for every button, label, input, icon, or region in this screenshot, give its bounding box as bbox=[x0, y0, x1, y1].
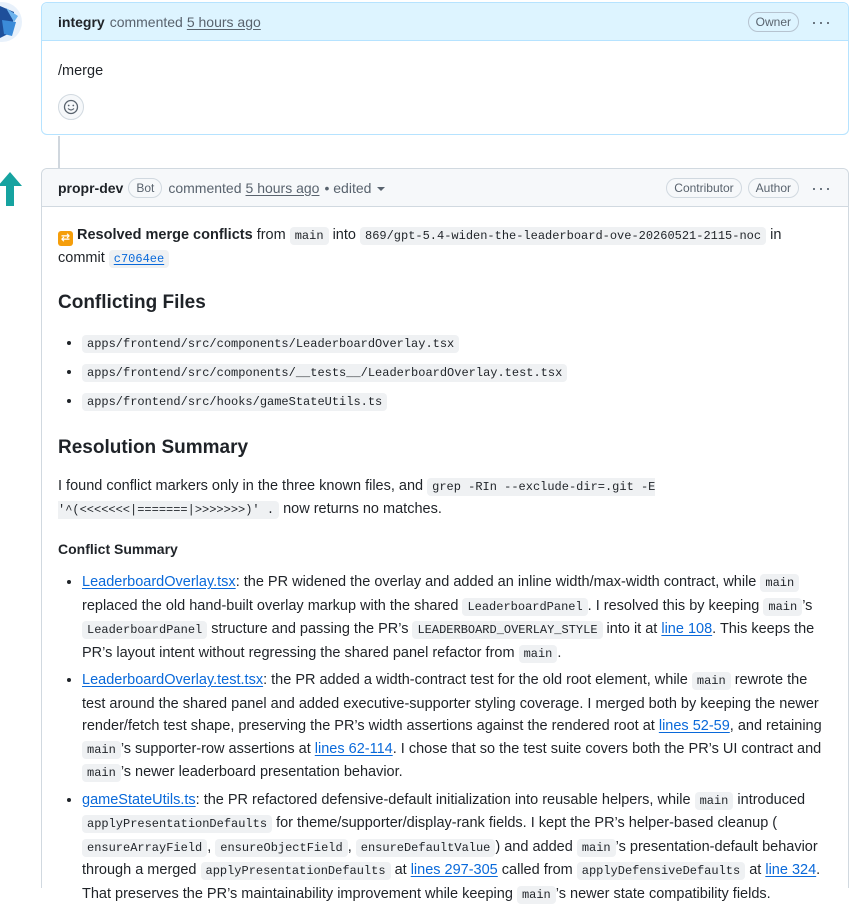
code-leaderboard-panel: LeaderboardPanel bbox=[82, 621, 207, 639]
item-text: , and retaining bbox=[730, 718, 822, 734]
resolution-summary-heading: Resolution Summary bbox=[58, 437, 832, 459]
more-options-icon[interactable]: ··· bbox=[811, 179, 832, 197]
merge-intro bbox=[58, 224, 832, 270]
item-text: : the PR added a width-contract test for the old root element, while bbox=[263, 672, 688, 688]
source-branch: main bbox=[290, 227, 329, 245]
commit-sha-link[interactable]: c7064ee bbox=[109, 250, 169, 268]
code-overlay-style: LEADERBOARD_OVERLAY_STYLE bbox=[412, 621, 602, 639]
item-text: replaced the old hand-built overlay markup with the shared bbox=[82, 598, 458, 614]
chevron-down-icon bbox=[377, 187, 385, 191]
more-options-icon[interactable]: ··· bbox=[811, 13, 832, 31]
target-branch: 869/gpt-5.4-widen-the-leaderboard-ove-20260521-2115-noc bbox=[360, 227, 766, 245]
file-path: apps/frontend/src/hooks/gameStateUtils.ts bbox=[82, 393, 387, 411]
conflicting-files-list bbox=[58, 329, 832, 415]
code-main: main bbox=[760, 574, 799, 592]
list-item bbox=[82, 669, 832, 785]
avatar-propr-dev[interactable] bbox=[0, 168, 24, 208]
comment-body: /merge bbox=[58, 60, 832, 82]
file-link-overlay[interactable]: LeaderboardOverlay.tsx bbox=[82, 574, 236, 590]
item-text: ) and added bbox=[495, 839, 572, 855]
item-text: , bbox=[207, 839, 211, 855]
item-text: , bbox=[348, 839, 352, 855]
item-text: ’s newer state compatibility fields. bbox=[556, 886, 771, 902]
resolution-text-2: now returns no matches. bbox=[283, 501, 442, 517]
conflict-summary-list bbox=[58, 571, 832, 906]
item-text: into it at bbox=[607, 621, 658, 637]
list-item bbox=[82, 387, 832, 415]
code-apply-defensive-defaults: applyDefensiveDefaults bbox=[577, 862, 745, 880]
line-link[interactable]: lines 52-59 bbox=[659, 718, 730, 734]
item-text: at bbox=[395, 862, 407, 878]
list-item bbox=[82, 571, 832, 665]
item-text: ’s bbox=[802, 598, 812, 614]
avatar-integry[interactable] bbox=[0, 2, 22, 42]
comment-propr-dev bbox=[41, 168, 849, 888]
comment-action: commented bbox=[168, 180, 241, 196]
code-main: main bbox=[82, 741, 121, 759]
line-link[interactable]: lines 62-114 bbox=[315, 741, 393, 757]
item-text: . I resolved this by keeping bbox=[588, 598, 760, 614]
line-link[interactable]: lines 297-305 bbox=[411, 862, 498, 878]
code-ensure-array-field: ensureArrayField bbox=[82, 839, 207, 857]
comment-timestamp[interactable]: 5 hours ago bbox=[187, 14, 261, 30]
comment-header bbox=[42, 3, 848, 41]
code-main: main bbox=[763, 598, 802, 616]
list-item bbox=[82, 358, 832, 386]
comment-author[interactable]: propr-dev bbox=[58, 180, 123, 196]
owner-badge: Owner bbox=[748, 12, 799, 32]
code-leaderboard-panel: LeaderboardPanel bbox=[462, 598, 587, 616]
list-item bbox=[82, 329, 832, 357]
comment-integry bbox=[41, 2, 849, 135]
intro-in: in bbox=[770, 227, 781, 243]
edited-dropdown[interactable] bbox=[324, 180, 385, 196]
edited-label: • edited bbox=[324, 180, 371, 196]
grep-command: grep -RIn --exclude-dir=.git -E '^(<<<<<<<|=======|>>>>>>>)' . bbox=[58, 478, 655, 519]
intro-commit-label: commit bbox=[58, 250, 105, 266]
comment-header bbox=[42, 169, 848, 207]
code-main: main bbox=[519, 645, 558, 663]
code-main: main bbox=[695, 792, 734, 810]
item-text: structure and passing the PR’s bbox=[211, 621, 408, 637]
intro-into: into bbox=[333, 227, 356, 243]
item-text: ’s newer leaderboard presentation behavior. bbox=[121, 764, 403, 780]
code-main: main bbox=[82, 764, 121, 782]
code-ensure-default-value: ensureDefaultValue bbox=[356, 839, 496, 857]
resolution-text-1: I found conflict markers only in the three known files, and bbox=[58, 478, 423, 494]
code-main: main bbox=[692, 672, 731, 690]
code-apply-presentation-defaults: applyPresentationDefaults bbox=[201, 862, 391, 880]
bot-badge: Bot bbox=[128, 178, 162, 198]
item-text: introduced bbox=[737, 792, 805, 808]
comment-timestamp[interactable]: 5 hours ago bbox=[246, 180, 320, 196]
resolution-text bbox=[58, 475, 832, 521]
conflict-summary-heading: Conflict Summary bbox=[58, 541, 832, 557]
intro-bold: Resolved merge conflicts bbox=[77, 227, 253, 243]
line-link[interactable]: line 108 bbox=[661, 621, 712, 637]
file-path: apps/frontend/src/components/__tests__/LeaderboardOverlay.test.tsx bbox=[82, 364, 567, 382]
add-reaction-button[interactable] bbox=[58, 94, 84, 120]
timeline-line bbox=[58, 136, 60, 168]
item-text: ’s supporter-row assertions at bbox=[121, 741, 311, 757]
item-text: . bbox=[557, 645, 561, 661]
line-link[interactable]: line 324 bbox=[765, 862, 816, 878]
item-text: for theme/supporter/display-rank fields. I kept the PR’s helper-based cleanup ( bbox=[276, 815, 777, 831]
file-link-gamestate[interactable]: gameStateUtils.ts bbox=[82, 792, 196, 808]
comment-action: commented bbox=[110, 14, 183, 30]
smiley-icon bbox=[63, 99, 79, 115]
item-text: . That preserves the PR’s maintainability improvement while keeping bbox=[82, 862, 820, 902]
merge-icon: ⇄ bbox=[58, 231, 73, 246]
intro-from: from bbox=[257, 227, 286, 243]
item-text: rewrote the test around the shared panel and added executive-supporter styling coverage. I merged both by keeping the newer render/fetch test shape, preserving the PR’s width assertions against the rendered root at bbox=[82, 672, 819, 734]
code-ensure-object-field: ensureObjectField bbox=[215, 839, 347, 857]
contributor-badge: Contributor bbox=[666, 178, 741, 198]
item-text: . I chose that so the test suite covers both the PR’s UI contract and bbox=[393, 741, 822, 757]
comment-author[interactable]: integry bbox=[58, 14, 105, 30]
item-text: called from bbox=[502, 862, 573, 878]
conflicting-files-heading: Conflicting Files bbox=[58, 292, 832, 314]
item-text: : the PR refactored defensive-default initialization into reusable helpers, while bbox=[196, 792, 691, 808]
item-text: at bbox=[749, 862, 761, 878]
item-text: ’s presentation-default behavior through a merged bbox=[82, 839, 818, 879]
item-text: . This keeps the PR’s layout intent without regressing the shared panel refactor from bbox=[82, 621, 814, 661]
item-text: : the PR widened the overlay and added an inline width/max-width contract, while bbox=[236, 574, 757, 590]
code-apply-presentation-defaults: applyPresentationDefaults bbox=[82, 815, 272, 833]
code-main: main bbox=[517, 886, 556, 904]
author-badge: Author bbox=[748, 178, 799, 198]
code-main: main bbox=[577, 839, 616, 857]
file-link-overlay-test[interactable]: LeaderboardOverlay.test.tsx bbox=[82, 672, 263, 688]
file-path: apps/frontend/src/components/LeaderboardOverlay.tsx bbox=[82, 335, 459, 353]
list-item bbox=[82, 789, 832, 906]
